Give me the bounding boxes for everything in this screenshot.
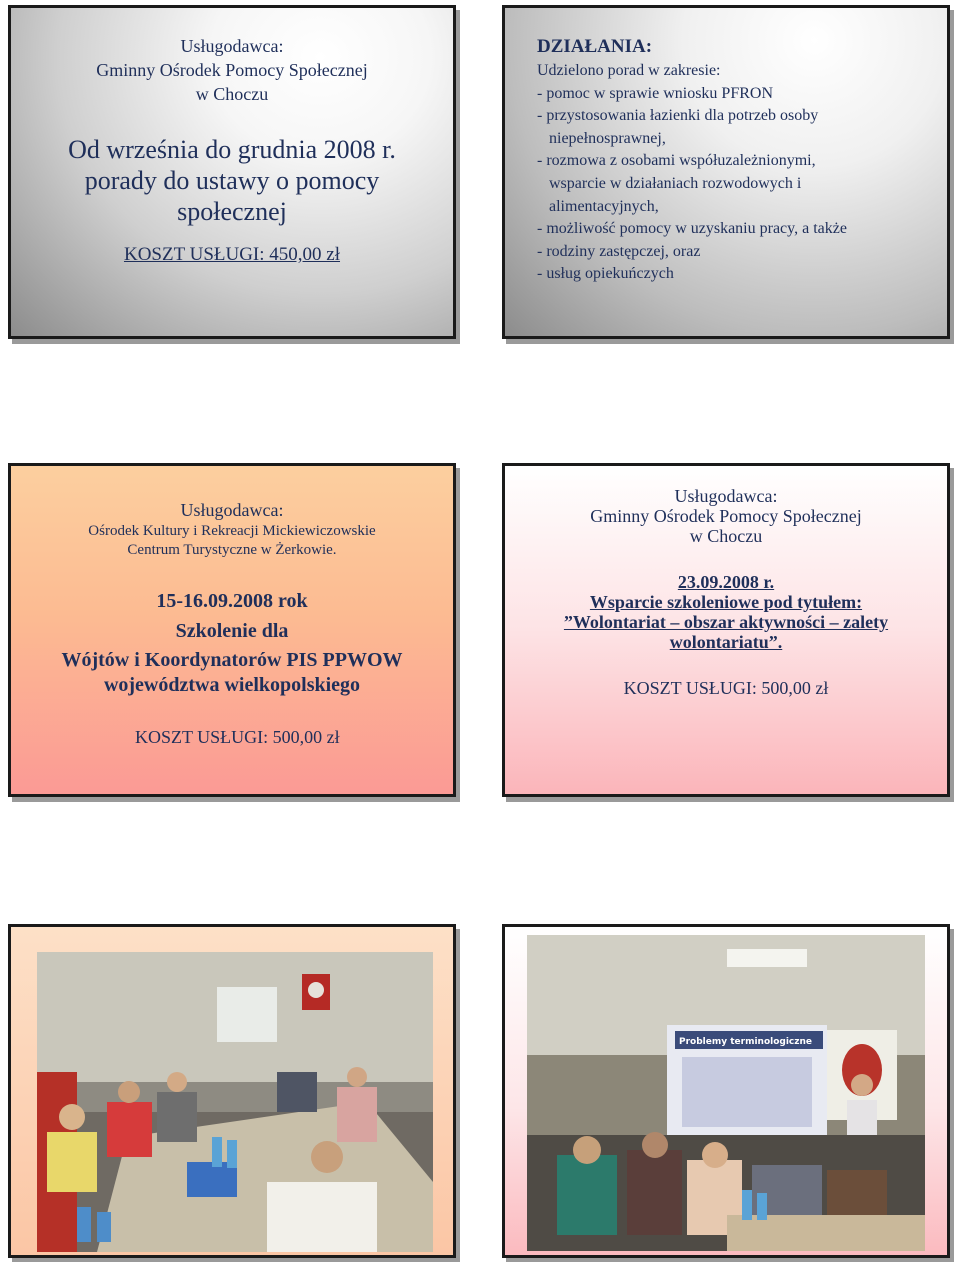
slide-photo-presentation (502, 924, 950, 1258)
slide-consulting (8, 5, 456, 339)
slide-training-zerkow (8, 463, 456, 797)
activities-list (537, 60, 937, 286)
list-item: wsparcie w działaniach rozwodowych i (549, 174, 802, 192)
presentation-photo (527, 935, 925, 1251)
slide-photo-training-room (8, 924, 456, 1258)
provider-label: Usługodawca: (180, 500, 284, 520)
training-topic: Wsparcie szkoleniowe pod tytułem: ”Wolontariat – obszar aktywności – zalety wolontariatu”. (563, 592, 889, 652)
list-item: - rozmowa z osobami współuzależnionymi, (537, 152, 816, 170)
list-item: Udzielono porad w zakresie: (537, 62, 721, 79)
training-date: 23.09.2008 r. (677, 572, 775, 592)
service-cost: KOSZT USŁUGI: 500,00 zł (135, 727, 340, 747)
activities-heading: DZIAŁANIA: (537, 36, 653, 57)
projector-screen-title: Problemy terminologiczne (679, 1037, 813, 1047)
slide-volunteering-training (502, 463, 950, 797)
training-date: 15-16.09.2008 rok (156, 590, 308, 612)
list-item: alimentacyjnych, (549, 197, 659, 215)
slide-activities (502, 5, 950, 339)
list-item: - możliwość pomocy w uzyskaniu pracy, a także (537, 220, 847, 238)
training-title: Szkolenie dla (175, 620, 289, 642)
provider-block: Usługodawca: Gminny Ośrodek Pomocy Społecznej w Choczu (590, 486, 862, 546)
training-room-photo (37, 952, 433, 1252)
slide-title: Od września do grudnia 2008 r. porady do ustawy o pomocy społecznej (68, 135, 396, 226)
list-item: - przystosowania łazienki dla potrzeb osoby (537, 107, 819, 125)
list-item: - rodziny zastępczej, oraz (537, 242, 701, 260)
service-cost: KOSZT USŁUGI: 450,00 zł (123, 244, 341, 265)
list-item: - usług opiekuńczych (537, 265, 674, 283)
list-item: niepełnosprawnej, (549, 129, 666, 147)
service-cost: KOSZT USŁUGI: 500,00 zł (623, 678, 829, 698)
provider-block: Usługodawca: Gminny Ośrodek Pomocy Społecznej w Choczu (96, 36, 368, 104)
list-item: - pomoc w sprawie wniosku PFRON (537, 84, 773, 102)
provider-organization: Ośrodek Kultury i Rekreacji Mickiewiczowskie Centrum Turystyczne w Żerkowie. (88, 523, 376, 558)
training-audience: Wójtów i Koordynatorów PIS PPWOW województwa wielkopolskiego (61, 649, 403, 696)
